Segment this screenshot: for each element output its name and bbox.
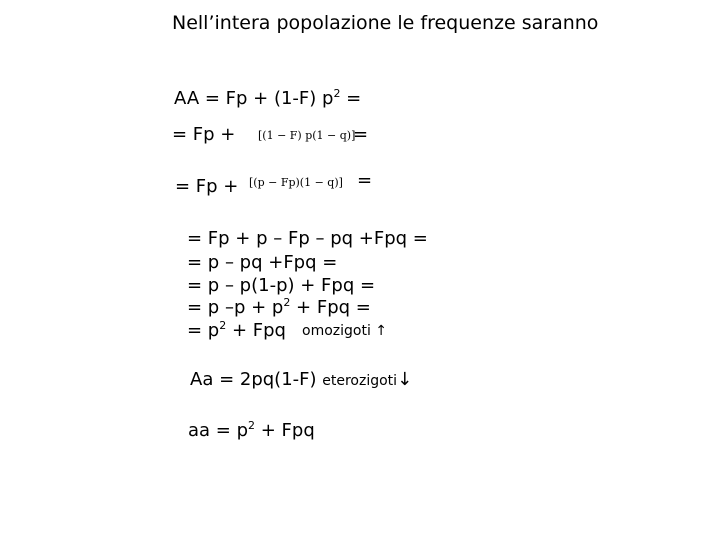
aa-pre: aa = p bbox=[188, 420, 249, 441]
omozigoti-label: omozigoti bbox=[302, 323, 371, 339]
step2-suffix: = bbox=[357, 170, 373, 191]
Aa-text: Aa = 2pq(1-F) bbox=[190, 369, 317, 390]
arrow-down-icon: ↓ bbox=[397, 369, 413, 390]
AA-equation bbox=[174, 88, 361, 109]
line-4 bbox=[187, 297, 371, 318]
step1-formula-image: [(1 − F) p(1 − q)] bbox=[258, 129, 356, 142]
line-5-exponent: 2 bbox=[219, 319, 227, 332]
step1-prefix: = Fp + bbox=[172, 124, 236, 145]
arrow-up-icon: ↑ bbox=[375, 323, 388, 339]
line-2: = p – pq +Fpq = bbox=[187, 252, 338, 273]
AA-exponent: 2 bbox=[333, 87, 341, 100]
line-5-pre: = p bbox=[187, 320, 220, 341]
line-4-pre: = p –p + p bbox=[187, 297, 284, 318]
step2-prefix: = Fp + bbox=[175, 176, 239, 197]
eterozigoti-label: eterozigoti bbox=[322, 373, 398, 389]
step1-suffix: = bbox=[353, 124, 369, 145]
aa-exponent: 2 bbox=[248, 419, 256, 432]
line-1: = Fp + p – Fp – pq +Fpq = bbox=[187, 228, 428, 249]
line-4-exponent: 2 bbox=[283, 296, 291, 309]
aa-equation bbox=[188, 420, 315, 441]
step2-formula-image: [(p − Fp)(1 − q)] bbox=[249, 176, 343, 189]
AA-tail: = bbox=[340, 88, 362, 109]
page-title: Nell’intera popolazione le frequenze saranno bbox=[172, 12, 599, 34]
line-5-post: + Fpq bbox=[226, 320, 286, 341]
line-4-post: + Fpq = bbox=[290, 297, 371, 318]
line-5 bbox=[187, 320, 286, 341]
AA-lhs: AA = Fp + (1-F) p bbox=[174, 88, 334, 109]
omozigoti-note bbox=[302, 323, 387, 339]
line-3: = p – p(1-p) + Fpq = bbox=[187, 275, 376, 296]
Aa-equation bbox=[190, 369, 412, 390]
aa-post: + Fpq bbox=[255, 420, 315, 441]
